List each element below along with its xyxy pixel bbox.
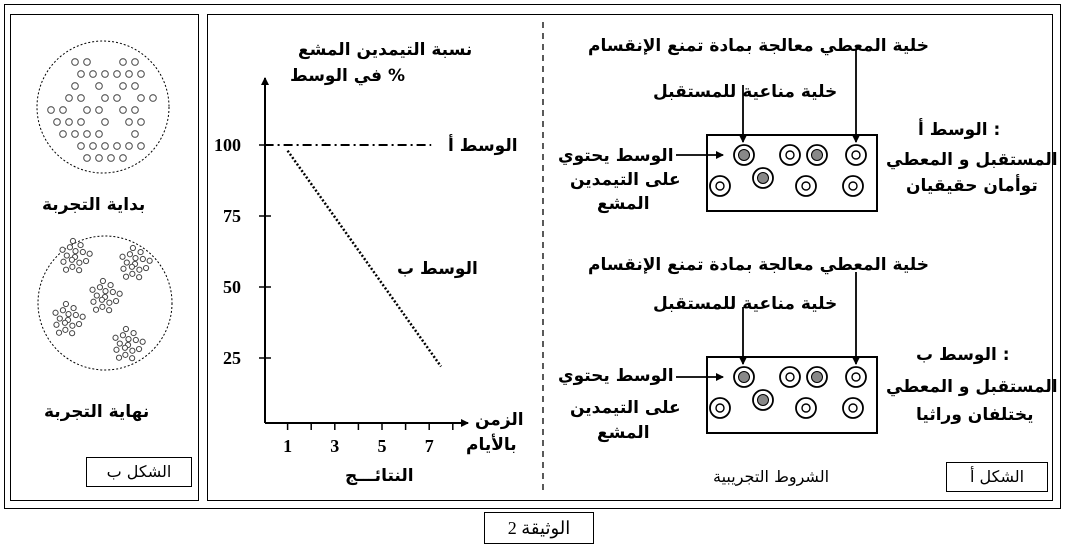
lymphocyte-clone (60, 308, 65, 313)
lymphocyte (114, 71, 121, 78)
lymphocyte (96, 107, 103, 114)
lymphocyte (78, 95, 85, 102)
lymphocyte-clone (130, 245, 135, 250)
condition-a-line3: توأمان حقيقيان (906, 176, 1038, 196)
lymphocyte-clone (93, 307, 98, 312)
lymphocyte (120, 59, 127, 66)
lymphocyte-clone (73, 249, 78, 254)
lymphocyte-clone (117, 341, 122, 346)
exp-a-donor-nucleus (716, 182, 724, 190)
lymphocyte-clone (123, 352, 128, 357)
y-axis-title-line1: نسبة التيمدين المشع (298, 40, 473, 60)
lymphocyte (72, 59, 79, 66)
lymphocyte-clone (140, 339, 145, 344)
exp-b-recipient-nucleus (758, 395, 769, 406)
lymphocyte (48, 107, 55, 114)
lymphocyte (132, 131, 139, 138)
lymphocyte (78, 71, 85, 78)
lymphocyte (150, 95, 157, 102)
lymphocyte-clone (120, 254, 125, 259)
y-tick-label: 75 (223, 206, 241, 226)
lymphocyte (84, 59, 91, 66)
lymphocyte-clone (124, 260, 129, 265)
lymphocyte (132, 107, 139, 114)
lymphocyte-clone (123, 326, 128, 331)
exp-a-recipient-nucleus (739, 150, 750, 161)
lymphocyte (60, 107, 67, 114)
exp-a-donor-nucleus (852, 151, 860, 159)
lymphocyte-clone (110, 289, 115, 294)
lymphocyte (90, 143, 97, 150)
lymphocyte-clone (66, 312, 71, 317)
y-tick-label: 100 (214, 135, 241, 155)
lymphocyte-clone (62, 320, 67, 325)
exp-b-recipient-nucleus (739, 372, 750, 383)
exp-a-donor-nucleus (786, 151, 794, 159)
lymphocyte-clone (90, 287, 95, 292)
lymphocyte-clone (97, 285, 102, 290)
y-tick-label: 50 (223, 277, 241, 297)
lymphocyte-clone (77, 268, 82, 273)
lymphocyte (126, 71, 133, 78)
lymphocyte-clone (76, 321, 81, 326)
lymphocyte-clone (140, 256, 145, 261)
x-tick-label: 3 (330, 436, 340, 456)
medium-content-b-line3: المشع (597, 423, 650, 443)
lymphocyte (114, 95, 121, 102)
lymphocyte (102, 71, 109, 78)
x-tick-label: 5 (377, 436, 387, 456)
lymphocyte (132, 83, 139, 90)
lymphocyte (102, 95, 109, 102)
lymphocyte-clone (143, 265, 148, 270)
lymphocyte (102, 119, 109, 126)
x-tick-label: 7 (424, 436, 434, 456)
lymphocyte-clone (99, 297, 104, 302)
lymphocyte (90, 71, 97, 78)
exp-a-recipient-nucleus (812, 150, 823, 161)
lymphocyte-clone (100, 304, 105, 309)
medium-content-a-line2: على التيمدين (570, 170, 681, 190)
lymphocyte-clone (53, 310, 58, 315)
x-tick-label: 1 (283, 436, 293, 456)
medium-content-a-line3: المشع (597, 194, 650, 214)
exp-b-donor-nucleus (852, 373, 860, 381)
lymphocyte-clone (77, 260, 82, 265)
condition-a-line2: المستقبل و المعطي (886, 150, 1058, 170)
lymphocyte-clone (78, 242, 83, 247)
lymphocyte-clone (73, 312, 78, 317)
lymphocyte-clone (100, 278, 105, 283)
lymphocyte-clone (129, 264, 134, 269)
medium-content-b-line1: الوسط يحتوي (558, 366, 674, 386)
lymphocyte (102, 143, 109, 150)
lymphocyte (84, 131, 91, 138)
lymphocyte (120, 107, 127, 114)
lymphocyte-clone (137, 267, 142, 272)
exp-a-donor-nucleus (802, 182, 810, 190)
lymphocyte (84, 107, 91, 114)
exp-a-donor-nucleus (849, 182, 857, 190)
lymphocyte-clone (133, 337, 138, 342)
condition-b-line2: المستقبل و المعطي (886, 377, 1058, 397)
lymphocyte (84, 155, 91, 162)
lymphocyte-clone (91, 299, 96, 304)
lymphocyte-clone (63, 301, 68, 306)
lymphocyte-clone (83, 258, 88, 263)
lymphocyte-clone (63, 327, 68, 332)
lymphocyte-clone (131, 330, 136, 335)
lymphocyte-clone (137, 275, 142, 280)
lymphocyte-clone (126, 337, 131, 342)
lymphocyte (60, 131, 67, 138)
lymphocyte (120, 83, 127, 90)
lymphocyte-clone (130, 356, 135, 361)
lymphocyte-clone (60, 247, 65, 252)
lymphocyte (126, 119, 133, 126)
medium-content-b-line2: على التيمدين (570, 398, 681, 418)
lymphocyte-clone (113, 298, 118, 303)
exp-b-donor-nucleus (849, 404, 857, 412)
lymphocyte-clone (71, 305, 76, 310)
figure-b-caption: الشكل ب (86, 457, 192, 487)
lymphocyte-clone (147, 258, 152, 263)
lymphocyte-clone (57, 316, 62, 321)
lymphocyte-clone (94, 293, 99, 298)
lymphocyte-clone (80, 249, 85, 254)
lymphocyte (96, 155, 103, 162)
lymphocyte-clone (130, 348, 135, 353)
y-tick-label: 25 (223, 348, 241, 368)
lymphocyte-clone (108, 282, 113, 287)
recipient-cell-label-a: خلية مناعية للمستقبل (653, 82, 838, 102)
lymphocyte (96, 131, 103, 138)
series-b-label: الوسط ب (397, 259, 478, 279)
donor-cell-label-b: خلية المعطي معالجة بمادة تمنع الإنقسام (588, 255, 929, 275)
lymphocyte (66, 119, 73, 126)
lymphocyte-clone (64, 253, 69, 258)
lymphocyte-clone (61, 259, 66, 264)
lymphocyte (78, 119, 85, 126)
lymphocyte-clone (123, 274, 128, 279)
lymphocyte (114, 143, 121, 150)
lymphocyte-clone (54, 322, 59, 327)
lymphocyte-clone (107, 300, 112, 305)
lymphocyte-clone (127, 252, 132, 257)
figure-a-caption: الشكل أ (946, 462, 1048, 492)
lymphocyte-clone (117, 291, 122, 296)
lymphocyte-clone (138, 249, 143, 254)
lymphocyte (138, 119, 145, 126)
x-axis-title-line1: الزمن (475, 410, 524, 430)
lymphocyte-clone (133, 256, 138, 261)
lymphocyte-clone (56, 330, 61, 335)
lymphocyte-clone (70, 323, 75, 328)
lymphocyte-clone (70, 331, 75, 336)
recipient-cell-label-b: خلية مناعية للمستقبل (653, 294, 838, 314)
lymphocyte-clone (80, 314, 85, 319)
lymphocyte (132, 59, 139, 66)
lymphocyte (72, 131, 79, 138)
x-axis-title-line2: بالأيام (466, 435, 517, 455)
lymphocyte-clone (63, 267, 68, 272)
lymphocyte (138, 71, 145, 78)
medium-content-a-line1: الوسط يحتوي (558, 146, 674, 166)
lymphocyte (138, 95, 145, 102)
lymphocyte-clone (122, 345, 127, 350)
lymphocyte (108, 155, 115, 162)
exp-b-recipient-nucleus (812, 372, 823, 383)
condition-b-line3: يختلفان وراثيا (916, 405, 1034, 425)
exp-a-recipient-nucleus (758, 173, 769, 184)
lymphocyte-clone (67, 245, 72, 250)
start-culture-dish (37, 41, 169, 173)
lymphocyte-clone (136, 346, 141, 351)
lymphocyte (72, 83, 79, 90)
lymphocyte (66, 95, 73, 102)
document-label: الوثيقة 2 (484, 512, 594, 544)
exp-b-donor-nucleus (786, 373, 794, 381)
results-title: النتائـــج (345, 466, 414, 486)
lymphocyte (78, 143, 85, 150)
lymphocyte (126, 143, 133, 150)
y-axis-title-line2: في الوسط % (290, 66, 405, 86)
lymphocyte-clone (113, 335, 118, 340)
lymphocyte-clone (69, 257, 74, 262)
lymphocyte (120, 155, 127, 162)
lymphocyte (54, 119, 61, 126)
experimental-conditions-label: الشروط التجريبية (713, 467, 830, 486)
lymphocyte-clone (120, 333, 125, 338)
exp-b-donor-nucleus (716, 404, 724, 412)
lymphocyte-clone (116, 355, 121, 360)
end-culture-dish (38, 236, 172, 370)
condition-a-line1: الوسط أ : (918, 120, 1001, 140)
lymphocyte-clone (130, 271, 135, 276)
end-of-experiment-label: نهاية التجربة (44, 402, 150, 422)
lymphocyte-clone (114, 347, 119, 352)
condition-b-line1: الوسط ب : (916, 345, 1010, 365)
lymphocyte-clone (103, 289, 108, 294)
lymphocyte-clone (87, 251, 92, 256)
donor-cell-label-a: خلية المعطي معالجة بمادة تمنع الإنقسام (588, 36, 929, 56)
lymphocyte (138, 143, 145, 150)
lymphocyte-clone (70, 238, 75, 243)
lymphocyte-clone (70, 264, 75, 269)
exp-b-donor-nucleus (802, 404, 810, 412)
lymphocyte-clone (107, 308, 112, 313)
lymphocyte (96, 83, 103, 90)
lymphocyte-clone (121, 266, 126, 271)
start-of-experiment-label: بداية التجربة (42, 195, 146, 215)
series-a-label: الوسط أ (448, 136, 518, 156)
